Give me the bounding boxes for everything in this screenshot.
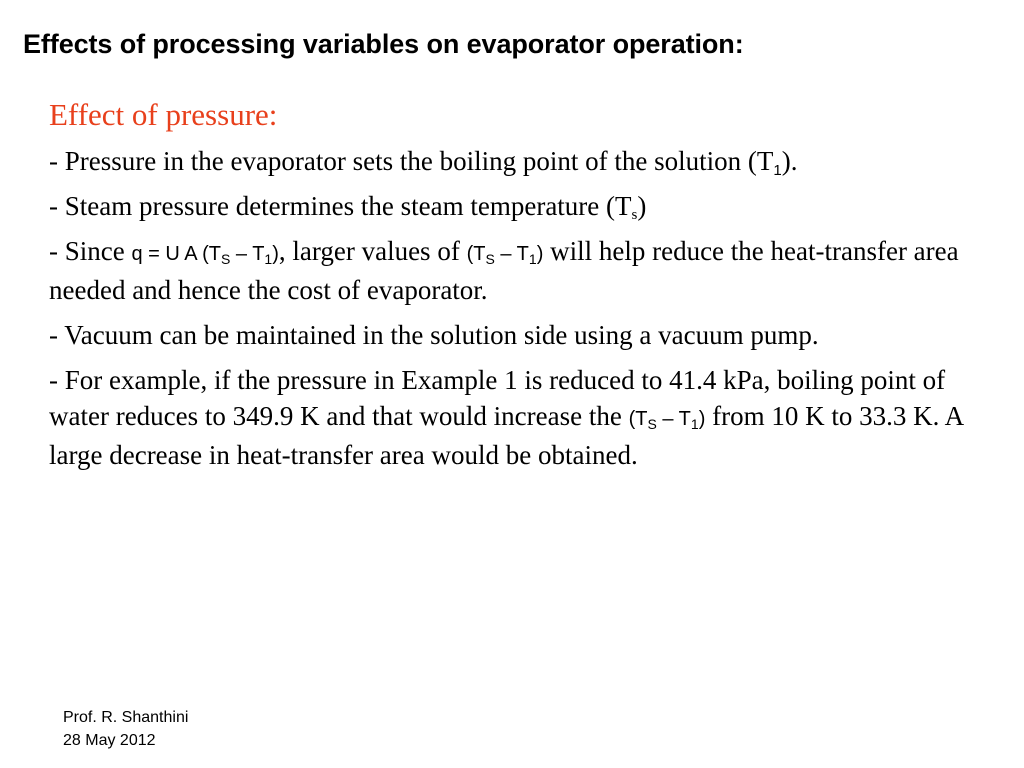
equation-part: ) xyxy=(698,408,706,430)
subscript: 1 xyxy=(690,416,699,432)
subscript: S xyxy=(485,251,495,267)
bullet-example xyxy=(49,362,1009,473)
slide-content xyxy=(49,95,1009,482)
subscript: 1 xyxy=(773,162,782,179)
bullet-text: - Vacuum can be maintained in the solution side using a vacuum pump. xyxy=(49,320,819,350)
bullet-vacuum xyxy=(49,317,1009,353)
equation-part: – T xyxy=(494,243,529,265)
equation-part: (T xyxy=(628,408,648,430)
bullet-text: - Steam pressure determines the steam temperature (T xyxy=(49,191,632,221)
bullet-text: - Since xyxy=(49,236,132,266)
footer-author: Prof. R. Shanthini xyxy=(63,709,189,726)
bullet-text: will help reduce the heat-transfer area needed and hence the cost of evaporator. xyxy=(49,236,959,305)
subscript: S xyxy=(220,251,231,267)
bullet-steam-temperature xyxy=(49,188,1009,224)
equation-part: – T xyxy=(656,408,691,430)
bullet-text: - For example, if the pressure in Example 1 is reduced to 41.4 kPa, boiling point of water reduces to 349.9 K and that would increase the xyxy=(49,365,946,431)
bullet-boiling-point xyxy=(49,143,1009,179)
bullet-heat-transfer-equation xyxy=(49,233,1009,308)
temperature-difference xyxy=(467,243,544,265)
subscript: 1 xyxy=(528,251,537,267)
slide-title: Effects of processing variables on evaporator operation: xyxy=(23,29,744,59)
temperature-difference xyxy=(629,408,706,430)
equation xyxy=(131,243,278,265)
section-heading: Effect of pressure: xyxy=(49,97,278,132)
subscript: s xyxy=(631,207,638,223)
footer xyxy=(63,706,188,752)
equation-part: ) xyxy=(272,243,279,265)
equation-part: (T xyxy=(466,243,486,265)
equation-part: ) xyxy=(536,243,544,265)
bullet-text: - Pressure in the evaporator sets the boiling point of the solution (T xyxy=(49,146,774,176)
footer-date: 28 May 2012 xyxy=(63,732,156,749)
equation-part: – T xyxy=(230,243,265,265)
equation-part: q = U A (T xyxy=(131,243,221,265)
bullet-text: ). xyxy=(781,146,798,176)
subscript: S xyxy=(647,416,657,432)
subscript: 1 xyxy=(264,251,273,267)
bullet-text: from 10 K to 33.3 K. A large decrease in heat-transfer area would be obtained. xyxy=(49,401,963,470)
bullet-text: , larger values of xyxy=(278,236,467,266)
bullet-text: ) xyxy=(637,191,647,221)
